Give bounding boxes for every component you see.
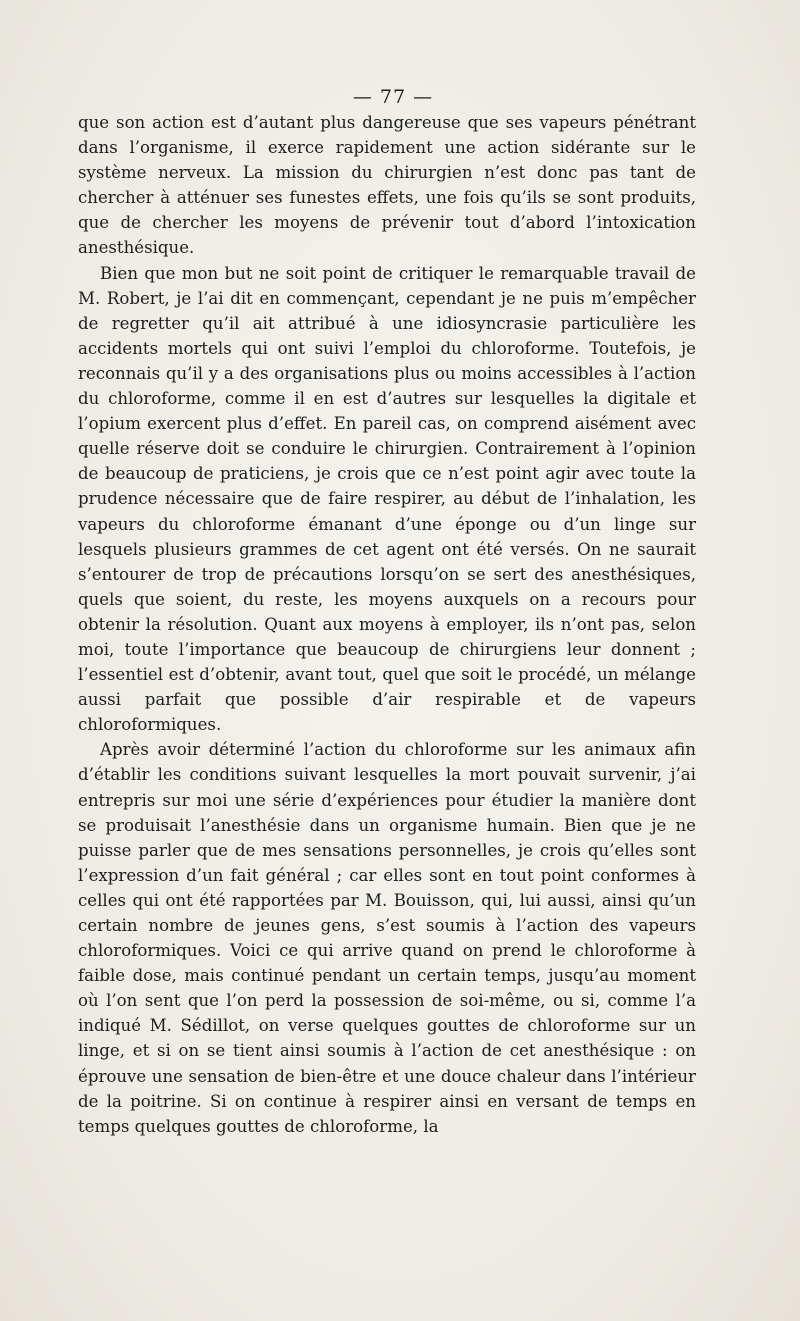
page-number: — 77 — [352, 86, 434, 108]
paragraph-1: que son action est d’autant plus dangereuse que ses vapeurs pénétrant dans l’organisme, il exerce rapidement une action sidérante sur le système nerveux. La mission du chirurgien n’est donc pas tant de chercher à atténuer ses funestes effets, une fois qu’ils se sont produits, que de chercher les moyens de prévenir tout d’abord l’intoxication anesthésique. [78, 113, 696, 258]
paragraph-3: Après avoir déterminé l’action du chloroforme sur les animaux afin d’établir les conditions suivant lesquelles la mort pouvait survenir, j’ai entrepris sur moi une série d’expériences pour étudier la manière dont se produisait l’anesthésie dans un organisme humain. Bien que je ne puisse parler que de mes sensations personnelles, je crois qu’elles sont l’expression d’un fait général ; car elles sont en tout point conformes à celles qui ont été rapportées par M. Bouisson, qui, lui aussi, ainsi qu’un certain nombre de jeunes gens, s’est soumis à l’action des vapeurs chloroformiques. Voici ce qui arrive quand on prend le chloroforme à faible dose, mais continué pendant un certain temps, jusqu’au moment où l’on sent que l’on perd la possession de soi-même, ou si, comme l’a indiqué M. Sédillot, on verse quelques gouttes de chloroforme sur un linge, et si on se tient ainsi soumis à l’action de cet anesthésique : on éprouve une sensation de bien-être et une douce chaleur dans l’intérieur de la poitrine. Si on continue à respirer ainsi en versant de temps en temps quelques gouttes de chloroforme, la [78, 740, 696, 1136]
book-page [78, 86, 696, 1139]
paragraph-2: Bien que mon but ne soit point de critiquer le remarquable travail de M. Robert, je l’ai dit en commençant, cependant je ne puis m’empêcher de regretter qu’il ait attribué à une idiosyncrasie particulière les accidents mortels qui ont suivi l’emploi du chloroforme. Toutefois, je reconnais qu’il y a des organisations plus ou moins accessibles à l’action du chloroforme, comme il en est d’autres sur lesquelles la digitale et l’opium exercent plus d’effet. En pareil cas, on comprend aisément avec quelle réserve doit se conduire le chirurgien. Contrairement à l’opinion de beaucoup de praticiens, je crois que ce n’est point agir avec toute la prudence nécessaire que de faire respirer, au début de l’inhalation, les vapeurs du chloroforme émanant d’une éponge ou d’un linge sur lesquels plusieurs grammes de cet agent ont été versés. On ne saurait s’entourer de trop de précautions lorsqu’on se sert des anesthésiques, quels que soient, du reste, les moyens auxquels on a recours pour obtenir la résolution. Quant aux moyens à employer, ils n’ont pas, selon moi, toute l’importance que beaucoup de chirurgiens leur donnent ; l’essentiel est d’obtenir, avant tout, quel que soit le procédé, un mélange aussi parfait que possible d’air respirable et de vapeurs chloroformiques. [78, 263, 696, 735]
